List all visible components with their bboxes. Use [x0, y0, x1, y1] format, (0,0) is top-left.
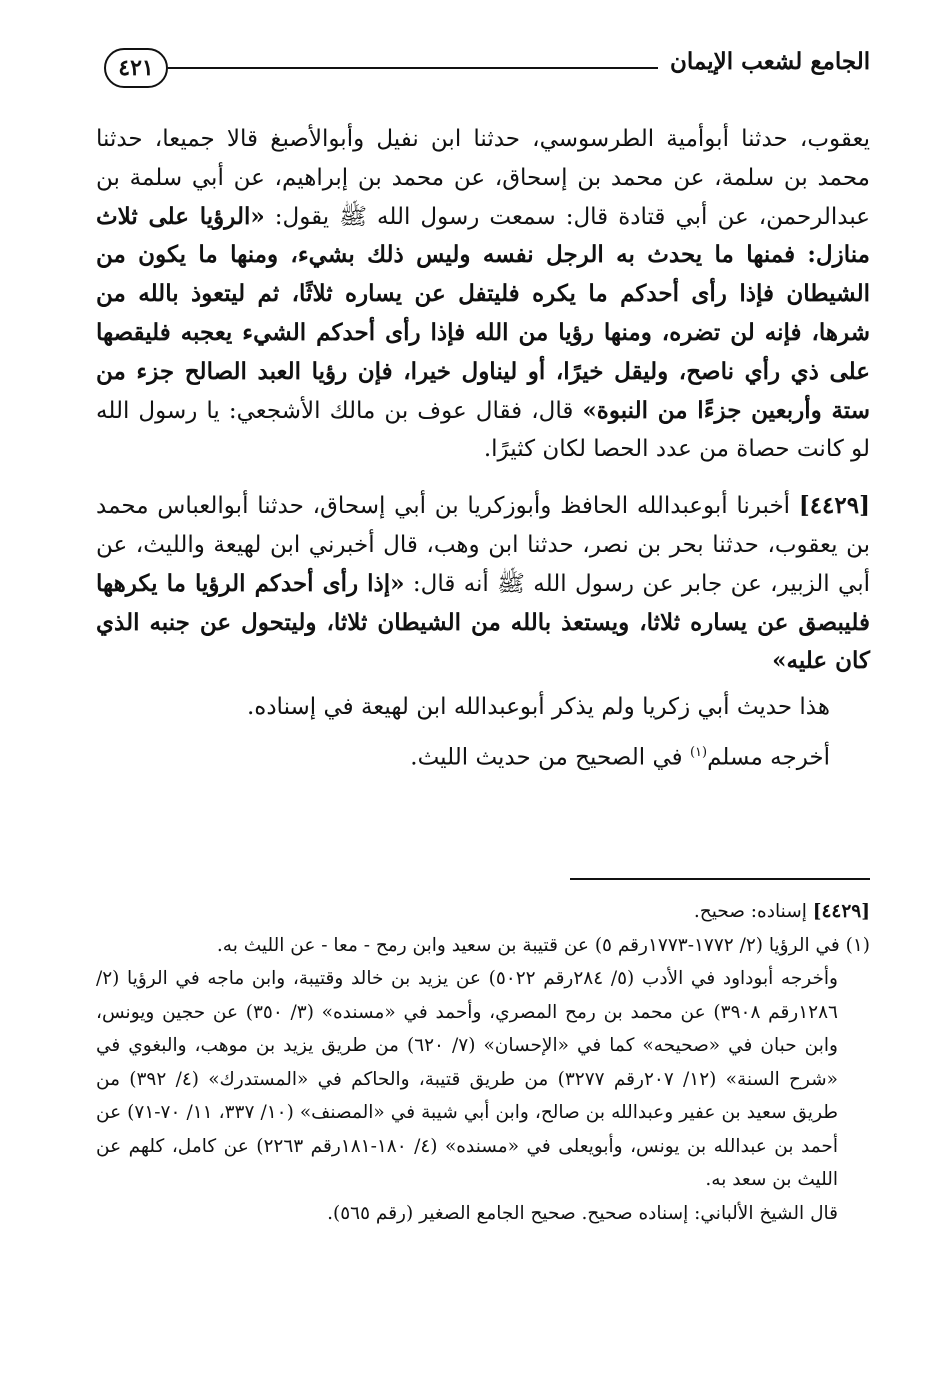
isnad-text: أخبرنا أبوعبدالله الحافظ وأبوزكريا بن أبي إسحاق، حدثنا أبوالعباس محمد بن يعقوب، حدثنا بحر بن نصر، حدثنا ابن وهب، قال أخبرني ابن لهيعة والليث، عن أبي الزبير، عن جابر عن رسول الله ﷺ أنه قال:	[96, 493, 870, 597]
header-rule	[168, 67, 658, 69]
isnad-text: يعقوب، حدثنا أبوأمية الطرسوسي، حدثنا ابن نفيل وأبوالأصبغ قالا جميعا، حدثنا محمد بن سلمة، عن محمد بن إسحاق، عن محمد بن إبراهيم، عن أبي سلمة بن عبدالرحمن، عن أبي قتادة قال: سمعت رسول الله ﷺ يقول:	[96, 126, 871, 230]
footnote-marker: (١)	[689, 745, 708, 761]
footnote-1-sources: وأخرجه أبوداود في الأدب (٥/ ٢٨٤رقم ٥٠٢٢) عن يزيد بن خالد وقتيبة، وابن ماجه في الرؤيا (٢/ ١٢٨٦رقم ٣٩٠٨) عن محمد بن رمح المصري، وأحمد في «مسنده» (٣/ ٣٥٠) عن حجين ويونس، وابن حبان في «صحيحه» كما في «الإحسان» (٧/ ٦٢٠) من طريق يزيد بن موهب، والبغوي في «شرح السنة» (١٢/ ٢٠٧رقم ٣٢٧٧) من طريق قتيبة، والحاكم في «المستدرك» (٤/ ٣٩٢) من طريق سعيد بن عفير وعبدالله بن صالح، وابن أبي شيبة في «المصنف» (١٠/ ٣٣٧، ١١/ ٧٠-٧١) عن أحمد بن عبدالله بن يونس، وأبويعلى في «مسنده» (٤/ ١٨٠-١٨١رقم ٢٢٦٣) عن كامل، كلهم عن الليث بن سعد به.	[96, 968, 838, 1190]
paragraph-hadith-4429	[96, 487, 870, 681]
page-number: ٤٢١	[104, 48, 168, 88]
paragraph-hadith-continued	[96, 120, 870, 469]
footnote-separator	[570, 878, 870, 880]
footnotes	[96, 895, 870, 1230]
grading-text: إسناده: صحيح.	[693, 901, 813, 922]
running-header	[96, 46, 870, 102]
takhrij-text-end: في الصحيح من حديث الليث.	[410, 744, 690, 771]
hadith-quote: «إذا رأى أحدكم الرؤيا ما يكرهها فليبصق عن يساره ثلاثا، ويستعذ بالله من الشيطان ثلاثا، وليتحول عن جنبه الذي كان عليه»	[96, 569, 870, 675]
footnote-albani: قال الشيخ الألباني: إسناده صحيح. صحيح الجامع الصغير (رقم ٥٦٥).	[327, 1202, 838, 1224]
book-title: الجامع لشعب الإيمان	[670, 48, 871, 75]
narration-ending: قال، فقال عوف بن مالك الأشجعي: يا رسول الله لو كانت حصاة من عدد الحصا لكان كثيرًا.	[96, 397, 870, 463]
paragraph-commentary: هذا حديث أبي زكريا ولم يذكر أبوعبدالله ابن لهيعة في إسناده.	[246, 694, 830, 721]
hadith-number: [٤٤٢٩]	[798, 492, 871, 520]
grading-ref: [٤٤٢٩]	[812, 901, 870, 922]
paragraph-takhrij	[96, 733, 870, 778]
footnote-1: (١) في الرؤيا (٢/ ١٧٧٢-١٧٧٣رقم ٥) عن قتيبة بن سعيد وابن رمح - معا - عن الليث به.	[216, 934, 870, 956]
main-text	[96, 120, 870, 778]
hadith-quote: «الرؤيا على ثلاث منازل: فمنها ما يحدث به الرجل نفسه وليس ذلك بشيء، ومنها ما يكون من الشيطان فإذا رأى أحدكم ما يكره فليتفل عن يساره ثلاثًا، ثم ليتعوذ بالله من شرها، فإنه لن تضره، ومنها رؤيا من الله فإذا رأى أحدكم الشيء يعجبه فليقصها على ذي رأي ناصح، وليقل خيرًا، أو ليناول خيرا، فإن رؤيا العبد الصالح جزء من ستة وأربعين جزءًا من النبوة»	[96, 202, 870, 424]
footnote-grading	[96, 895, 870, 929]
takhrij-text-start: أخرجه مسلم	[707, 744, 830, 771]
